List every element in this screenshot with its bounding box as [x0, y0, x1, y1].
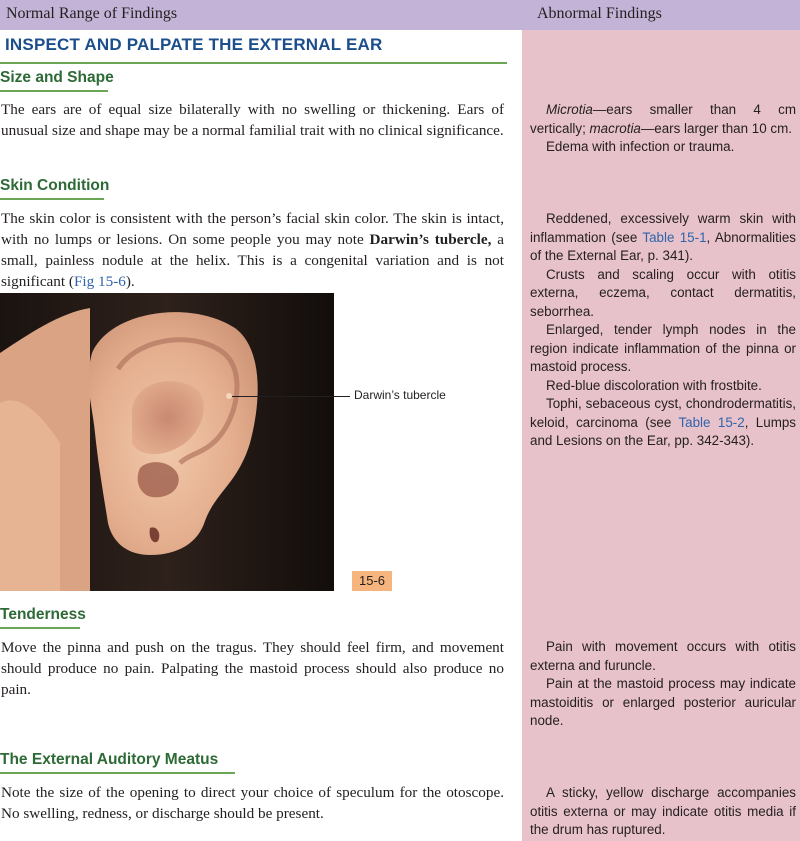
callout-leader-line [232, 396, 350, 397]
table-15-2-link[interactable]: Table 15-2 [678, 414, 745, 430]
callout-darwins-tubercle: Darwin’s tubercle [354, 388, 446, 402]
heading-underline [0, 627, 80, 629]
abnormal-external-auditory-meatus: A sticky, yellow discharge accompanies otitis externa or may indicate otitis media if the drum has ruptured. [530, 785, 796, 837]
heading-underline [0, 198, 104, 200]
heading-skin-condition: Skin Condition [0, 177, 110, 194]
ear-photo [0, 293, 334, 591]
heading-underline [0, 772, 235, 774]
text-external-auditory-meatus: Note the size of the opening to direct your choice of speculum for the otoscope. No swelling, redness, or discharge should be present. [1, 784, 504, 822]
abnormal-tenderness: Pain with movement occurs with otitis externa and furuncle. Pain at the mastoid process may indicate mastoiditis or enlarged posterior auricular node. [530, 639, 796, 728]
text-skin-condition: The skin color is consistent with the person’s facial skin color. The skin is intact, with no lumps or lesions. On some people you may note Darwin’s tubercle, a small, painless nodule at the helix. This is a congenital variation and is not significant (Fig 15-6). [1, 210, 505, 290]
abnormal-size-shape: Microtia—ears smaller than 4 cm vertically; macrotia—ears larger than 10 cm. Edema with infection or trauma. [530, 102, 796, 154]
header-abnormal-findings: Abnormal Findings [537, 5, 662, 22]
text-size-shape: The ears are of equal size bilaterally with no swelling or thickening. Ears of unusual size and shape may be a normal familial trait with no clinical significance. [1, 101, 504, 139]
darwins-tubercle-term: Darwin’s tubercle, [369, 231, 492, 248]
abnormal-skin-condition: Reddened, excessively warm skin with inflammation (see Table 15-1, Abnormalities of the External Ear, p. 341). Crusts and scaling occur with otitis externa, eczema, contact dermatitis, seborrhea. Enlarged, tender lymph nodes in the region indicate inflammation of the pinna or mastoid process. Red-blue discoloration with frostbite. Tophi, sebaceous cyst, chondrodermatitis, keloid, carcinoma (see Table 15-2, Lumps and Lesions on the Ear, pp. 342-343). [530, 211, 796, 448]
main-title: INSPECT AND PALPATE THE EXTERNAL EAR [5, 35, 383, 54]
header-normal-findings: Normal Range of Findings [6, 5, 178, 22]
table-15-1-link[interactable]: Table 15-1 [642, 229, 707, 245]
figure-label: 15-6 [352, 571, 392, 591]
text-tenderness: Move the pinna and push on the tragus. They should feel firm, and movement should produce no pain. Palpating the mastoid process should also produce no pain. [1, 639, 504, 698]
heading-size-shape: Size and Shape [0, 69, 114, 86]
title-rule [0, 62, 507, 64]
fig-link[interactable]: Fig 15-6 [73, 273, 126, 290]
heading-tenderness: Tenderness [0, 606, 86, 623]
heading-underline [0, 90, 108, 92]
table-header [0, 0, 800, 30]
heading-external-auditory-meatus: The External Auditory Meatus [0, 751, 219, 768]
